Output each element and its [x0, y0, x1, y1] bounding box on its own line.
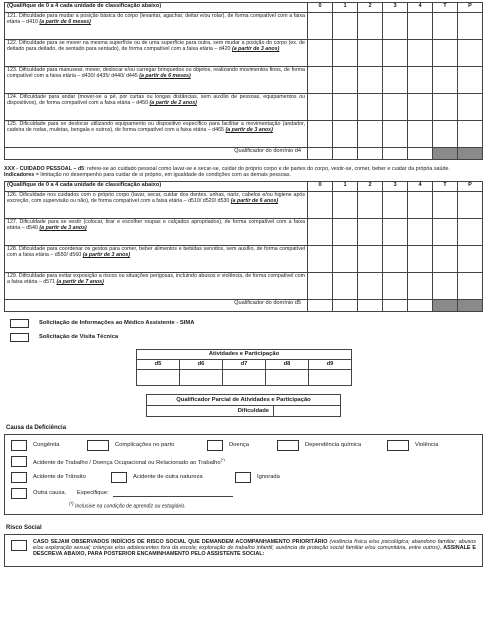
score-cell[interactable] — [383, 191, 408, 218]
item-age: (a partir de 2 anos) — [149, 100, 197, 107]
risk-panel — [4, 534, 483, 567]
partial-qualifier-title: Qualificador Parcial de Atividades e Participação — [147, 394, 341, 405]
activities-value-cell[interactable] — [223, 369, 266, 385]
score-cell[interactable] — [383, 67, 408, 94]
table-header-label: (Qualifique de 0 a 4 cada unidade de classificação abaixo) — [5, 181, 308, 191]
ignorada-label: Ignorada — [257, 474, 280, 481]
activities-title: Atividades e Participação — [137, 349, 352, 359]
cause-footnote: (*) Inclusive na condição de aprendiz ou estagiário. — [69, 500, 186, 510]
outra-causa-label: Outra causa. — [33, 490, 67, 497]
score-cell[interactable] — [308, 218, 333, 245]
partial-qualifier-table — [146, 394, 341, 417]
qualifier-label: Qualificador do domínio d5 — [5, 299, 308, 311]
qualifier-cell[interactable] — [383, 299, 408, 311]
score-cell[interactable] — [333, 40, 358, 67]
score-cell[interactable] — [358, 67, 383, 94]
especifique-field[interactable] — [113, 489, 233, 497]
doenca-checkbox[interactable] — [207, 440, 223, 451]
score-cell[interactable] — [408, 40, 433, 67]
score-cell[interactable] — [358, 218, 383, 245]
ignorada-checkbox[interactable] — [235, 472, 251, 483]
item-row — [5, 67, 483, 94]
score-cell[interactable] — [333, 218, 358, 245]
risk-title: Risco Social — [6, 524, 42, 531]
domain-d5-table — [4, 181, 483, 312]
dependencia-label: Dependência química — [305, 442, 362, 449]
score-cell[interactable] — [333, 245, 358, 272]
score-cell[interactable] — [308, 272, 333, 299]
score-cell[interactable] — [458, 67, 483, 94]
item-row — [5, 272, 483, 299]
activities-value-cell[interactable] — [137, 369, 180, 385]
difficulty-label: Dificuldade — [147, 405, 274, 416]
item-text: 121. Dificuldade para mudar a posição básica do corpo (levantar, agachar, deitar e/ou rolar), de forma compatível com a faixa etária – d410 (a partir de 6 meses) — [5, 13, 308, 40]
item-row — [5, 121, 483, 148]
trabalho-label: Acidente de Trabalho / Doença Ocupacional ou Relacionado ao Trabalho(*) — [33, 456, 225, 466]
score-cell[interactable] — [383, 245, 408, 272]
activities-col: d9 — [309, 359, 352, 369]
score-cell[interactable] — [458, 218, 483, 245]
item-row — [5, 191, 483, 218]
item-row — [5, 245, 483, 272]
score-cell[interactable] — [383, 218, 408, 245]
congenita-checkbox[interactable] — [11, 440, 27, 451]
section-d5-description: XXX - CUIDADO PESSOAL – d5: refere-se ao cuidado pessoal como lavar-se e secar-se, cuidar do próprio corpo e de partes do corpo, vestir-se, comer, beber e cuidar da própria saúde. Indicadores = limitação no desempenho para cuidar de si próprio, em igualdade de condições com as demais pessoas. — [4, 166, 451, 179]
item-row — [5, 218, 483, 245]
table-header — [5, 3, 483, 13]
item-row — [5, 13, 483, 40]
score-cell[interactable] — [458, 94, 483, 121]
congenita-label: Congênita — [33, 442, 60, 449]
col-header: 2 — [358, 3, 383, 13]
table-header-label: (Qualifique de 0 a 4 cada unidade de classificação abaixo) — [5, 3, 308, 13]
cause-row-3 — [11, 471, 476, 484]
score-cell[interactable] — [383, 272, 408, 299]
score-cell[interactable] — [358, 245, 383, 272]
transito-label: Acidente de Trânsito — [33, 474, 86, 481]
outra-causa-checkbox[interactable] — [11, 488, 27, 499]
qualifier-row — [5, 299, 483, 311]
activities-col: d5 — [137, 359, 180, 369]
qualifier-cell[interactable] — [358, 299, 383, 311]
score-cell[interactable] — [433, 272, 458, 299]
activities-col: d6 — [180, 359, 223, 369]
score-cell[interactable] — [458, 40, 483, 67]
qualifier-cell[interactable] — [358, 148, 383, 160]
cause-row-2 — [11, 455, 476, 468]
score-cell[interactable] — [358, 272, 383, 299]
qualifier-cell[interactable] — [408, 148, 433, 160]
doenca-label: Doença — [229, 442, 249, 449]
col-header: 4 — [408, 181, 433, 191]
item-age: (a partir de 7 anos) — [56, 279, 104, 286]
score-cell[interactable] — [308, 40, 333, 67]
item-age: (a partir de 3 anos) — [231, 46, 280, 53]
score-cell[interactable] — [333, 191, 358, 218]
score-cell[interactable] — [433, 94, 458, 121]
cause-row-1 — [11, 439, 476, 452]
item-text: 129. Dificuldade para evitar exposição a riscos ou situações perigosas, incluindo abusos e violência, de forma compatível com a faixa etária – d571 (a partir de 7 anos) — [5, 272, 308, 299]
score-cell[interactable] — [383, 13, 408, 40]
item-text: 126. Dificuldade nos cuidados com o próprio corpo (lavar, secar, cuidar dos dentes, unhas, nariz, cabelos e/ou higiene após excreção, com supervisão ou não), de forma compatível com a faixa etária – d510/ d520/ d530 (a partir de 6 anos) — [5, 191, 308, 218]
score-cell[interactable] — [333, 67, 358, 94]
score-cell[interactable] — [458, 245, 483, 272]
score-cell[interactable] — [358, 13, 383, 40]
score-cell[interactable] — [408, 191, 433, 218]
sima-request — [10, 318, 483, 329]
score-cell[interactable] — [458, 191, 483, 218]
score-cell[interactable] — [333, 94, 358, 121]
col-header: P — [458, 3, 483, 13]
activities-table — [136, 349, 352, 386]
item-age: (a partir de 6 anos) — [230, 198, 279, 205]
visit-request — [10, 332, 483, 343]
score-cell[interactable] — [433, 13, 458, 40]
qualifier-cell[interactable] — [308, 299, 333, 311]
score-cell[interactable] — [433, 218, 458, 245]
activities-col: d7 — [223, 359, 266, 369]
item-row — [5, 40, 483, 67]
score-cell[interactable] — [458, 121, 483, 148]
score-cell[interactable] — [433, 121, 458, 148]
qualifier-cell[interactable] — [333, 299, 358, 311]
col-header: 3 — [383, 3, 408, 13]
col-header: 3 — [383, 181, 408, 191]
table-header — [5, 181, 483, 191]
especifique-label: Especifique: — [77, 490, 109, 497]
item-text: 122. Dificuldade para se mover na mesma superfície ou de uma superfície para outra, sem mudar a posição do corpo (ex. de deitado para deitado, de sentado para sentado), de forma compatível com a faixa etária – d420 (a partir de 3 anos) — [5, 40, 308, 67]
indicators-label: Indicadores — [4, 172, 35, 179]
section-title: XXX - CUIDADO PESSOAL – d5 — [4, 166, 85, 172]
parto-checkbox[interactable] — [87, 440, 109, 451]
shaded-cell — [433, 299, 458, 311]
score-cell[interactable] — [358, 121, 383, 148]
score-cell[interactable] — [308, 94, 333, 121]
score-cell[interactable] — [358, 40, 383, 67]
item-age: (a partir de 3 anos) — [225, 127, 273, 134]
score-cell[interactable] — [333, 121, 358, 148]
score-cell[interactable] — [333, 272, 358, 299]
cause-row-4 — [11, 487, 476, 500]
qualifier-label: Qualificador do domínio d4 — [5, 148, 308, 160]
qualifier-cell[interactable] — [333, 148, 358, 160]
score-cell[interactable] — [308, 121, 333, 148]
score-cell[interactable] — [433, 245, 458, 272]
score-cell[interactable] — [433, 191, 458, 218]
item-age: (a partir de 6 meses) — [139, 73, 191, 80]
dependencia-checkbox[interactable] — [277, 440, 299, 451]
sima-label: Solicitação de Informações ao Médico Assistente - SIMA — [39, 320, 195, 327]
visit-label: Solicitação de Visita Técnica — [39, 334, 119, 341]
score-cell[interactable] — [308, 67, 333, 94]
transito-checkbox[interactable] — [11, 472, 27, 483]
visit-checkbox[interactable] — [10, 333, 29, 342]
activities-value-cell[interactable] — [309, 369, 352, 385]
item-age: (a partir de 6 meses) — [39, 19, 91, 26]
score-cell[interactable] — [308, 13, 333, 40]
qualifier-cell[interactable] — [408, 299, 433, 311]
score-cell[interactable] — [408, 121, 433, 148]
score-cell[interactable] — [408, 94, 433, 121]
shaded-cell — [458, 299, 483, 311]
shaded-cell — [458, 148, 483, 160]
score-cell[interactable] — [408, 67, 433, 94]
risk-checkbox[interactable] — [11, 540, 27, 551]
activities-col: d8 — [266, 359, 309, 369]
score-cell[interactable] — [408, 218, 433, 245]
score-cell[interactable] — [358, 94, 383, 121]
score-cell[interactable] — [408, 13, 433, 40]
score-cell[interactable] — [383, 40, 408, 67]
col-header: T — [433, 181, 458, 191]
col-header: 1 — [333, 181, 358, 191]
item-text: 124. Dificuldade para andar (mover-se a pé, por curtas ou longas distâncias, sem auxílio de pessoas, equipamentos ou dispositivos), de forma compatível com a faixa etária – d450 (a partir de 2 anos) — [5, 94, 308, 121]
score-cell[interactable] — [383, 94, 408, 121]
domain-d4-table — [4, 2, 483, 160]
qualifier-cell[interactable] — [383, 148, 408, 160]
item-text: 123. Dificuldade para manusear, mover, deslocar e/ou carregar brinquedos ou objetos, realizando movimentos finos, de forma compatível com a faixa etária – d430/ d435/ d440/ d445 (a partir de 6 meses) — [5, 67, 308, 94]
sima-checkbox[interactable] — [10, 319, 29, 328]
cause-panel — [4, 434, 483, 515]
item-text: 125. Dificuldade para se deslocar utilizando equipamento ou dispositivo específico para facilitar a movimentação (andador, cadeira de rodas, muletas, bengala e outros), de forma compatível com a faixa etária – d465 (a partir de 3 anos) — [5, 121, 308, 148]
col-header: T — [433, 3, 458, 13]
score-cell[interactable] — [458, 272, 483, 299]
col-header: 1 — [333, 3, 358, 13]
outra-natureza-checkbox[interactable] — [111, 472, 127, 483]
violencia-label: Violência — [415, 442, 439, 449]
col-header: 4 — [408, 3, 433, 13]
risk-text: CASO SEJAM OBSERVADOS INDÍCIOS DE RISCO SOCIAL QUE DEMANDEM ACOMPANHAMENTO PRIORITÁRIO (violência física e/ou psicológica; abandono familiar; abusos e/ou exploração sexual; crianças e/ou adolescentes fora da escola; exploração de trabalho infantil; ausência de proteção social familiar e/ou comunitária, entre outros), ASSINALE E DESCREVA ABAIXO, PARA POSTERIOR ENCAMINHAMENTO PELO ASSISTENTE SOCIAL: — [33, 538, 477, 558]
outra-natureza-label: Acidente de outra natureza — [133, 474, 203, 481]
score-cell[interactable] — [308, 245, 333, 272]
difficulty-value-cell[interactable] — [274, 405, 341, 416]
item-age: (a partir de 3 anos) — [39, 225, 87, 232]
score-cell[interactable] — [308, 191, 333, 218]
score-cell[interactable] — [408, 272, 433, 299]
item-age: (a partir de 3 anos) — [82, 252, 131, 259]
item-row — [5, 94, 483, 121]
cause-title: Causa da Deficiência — [6, 424, 67, 431]
qualifier-row — [5, 148, 483, 160]
parto-label: Complicações no parto — [115, 442, 175, 449]
score-cell[interactable] — [333, 13, 358, 40]
shaded-cell — [433, 148, 458, 160]
activities-value-cell[interactable] — [266, 369, 309, 385]
item-text: 127. Dificuldade para se vestir (colocar, tirar e escolher roupas e calçados apropriados), de forma compatível com a faixa etária – d540 (a partir de 3 anos) — [5, 218, 308, 245]
score-cell[interactable] — [433, 40, 458, 67]
score-cell[interactable] — [358, 191, 383, 218]
score-cell[interactable] — [433, 67, 458, 94]
item-text: 128. Dificuldade para coordenar os gestos para comer, beber alimentos e bebidas servidos, sem auxílio, de forma compatível com a faixa etária – d550/ d560 (a partir de 3 anos) — [5, 245, 308, 272]
score-cell[interactable] — [383, 121, 408, 148]
violencia-checkbox[interactable] — [387, 440, 409, 451]
score-cell[interactable] — [458, 13, 483, 40]
col-header: 2 — [358, 181, 383, 191]
col-header: P — [458, 181, 483, 191]
activities-value-cell[interactable] — [180, 369, 223, 385]
form-page — [4, 2, 483, 567]
trabalho-checkbox[interactable] — [11, 456, 27, 467]
score-cell[interactable] — [408, 245, 433, 272]
col-header: 0 — [308, 3, 333, 13]
qualifier-cell[interactable] — [308, 148, 333, 160]
col-header: 0 — [308, 181, 333, 191]
